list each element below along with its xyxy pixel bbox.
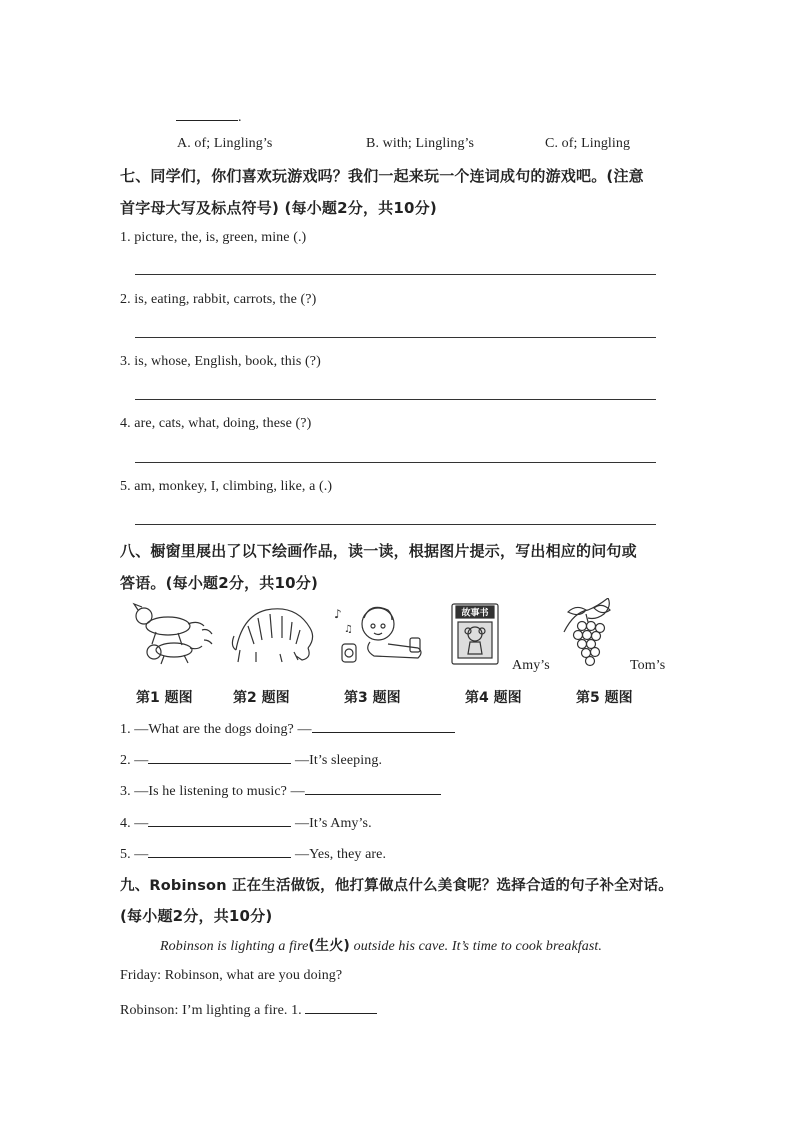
s8-question-3: 3. —Is he listening to music? — xyxy=(120,780,441,800)
dialog-line-robinson: Robinson: I’m lighting a fire. 1. xyxy=(120,999,377,1019)
section7-title-line2: 首字母大写及标点符号) (每小题2分，共10分) xyxy=(120,199,437,217)
caption-2: 第2 题图 xyxy=(233,690,290,706)
s7-answer-line-3[interactable] xyxy=(135,399,656,400)
q6-option-b: B. with; Lingling’s xyxy=(366,136,475,151)
s7-answer-line-1[interactable] xyxy=(135,274,656,275)
s7-item-1: 1. picture, the, is, green, mine (.) xyxy=(120,230,307,245)
section9-intro: Robinson is lighting a fire(生火) outside his cave. It’s time to cook breakfast. xyxy=(160,938,603,954)
toms-label: Tom’s xyxy=(630,658,666,673)
answer-blank[interactable] xyxy=(176,106,238,121)
svg-text:♫: ♫ xyxy=(344,624,353,635)
answer-blank[interactable] xyxy=(312,718,455,733)
s8-question-1: 1. —What are the dogs doing? — xyxy=(120,718,455,738)
s7-item-4: 4. are, cats, what, doing, these (?) xyxy=(120,416,312,431)
caption-3: 第3 题图 xyxy=(344,690,401,706)
s7-item-5: 5. am, monkey, I, climbing, like, a (.) xyxy=(120,479,333,494)
amys-label: Amy’s xyxy=(512,658,550,673)
answer-blank[interactable] xyxy=(148,749,291,764)
q6-option-a: A. of; Lingling’s xyxy=(177,136,273,151)
answer-blank[interactable] xyxy=(148,812,291,827)
top-blank-line: . xyxy=(176,106,242,126)
dogs-playing-picture xyxy=(128,600,218,668)
s8-question-2: 2. — —It’s sleeping. xyxy=(120,749,382,769)
s7-item-3: 3. is, whose, English, book, this (?) xyxy=(120,354,321,369)
section7-title-line1: 七、同学们，你们喜欢玩游戏吗？我们一起来玩一个连词成句的游戏吧。(注意 xyxy=(120,167,644,185)
caption-5: 第5 题图 xyxy=(576,690,633,706)
s7-answer-line-5[interactable] xyxy=(135,524,656,525)
s8-question-5: 5. — —Yes, they are. xyxy=(120,843,386,863)
section8-title-line2: 答语。(每小题2分，共10分) xyxy=(120,574,319,592)
caption-4: 第4 题图 xyxy=(465,690,522,706)
answer-blank[interactable] xyxy=(148,843,291,858)
s7-answer-line-4[interactable] xyxy=(135,462,656,463)
s7-answer-line-2[interactable] xyxy=(135,337,656,338)
boy-listening-music-picture xyxy=(330,598,428,670)
section9-title-line2: (每小题2分，共10分) xyxy=(120,907,273,925)
dialog-line-friday: Friday: Robinson, what are you doing? xyxy=(120,968,343,983)
q6-option-c: C. of; Lingling xyxy=(545,136,631,151)
s7-item-2: 2. is, eating, rabbit, carrots, the (?) xyxy=(120,292,317,307)
section9-title-line1: 九、Robinson 正在生活做饭，他打算做点什么美食呢？选择合适的句子补全对话。 xyxy=(120,878,673,894)
grapes-picture xyxy=(558,598,620,670)
svg-text:♪: ♪ xyxy=(334,607,342,621)
section8-title-line1: 八、橱窗里展出了以下绘画作品，读一读，根据图片提示，写出相应的问句或 xyxy=(120,542,637,560)
tiger-sleeping-picture xyxy=(228,600,320,668)
story-book-picture xyxy=(448,602,504,668)
answer-blank[interactable] xyxy=(305,780,441,795)
s8-question-4: 4. — —It’s Amy’s. xyxy=(120,812,372,832)
caption-1: 第1 题图 xyxy=(136,690,193,706)
book-title-label: 故事书 xyxy=(461,608,489,619)
answer-blank[interactable] xyxy=(305,999,377,1014)
